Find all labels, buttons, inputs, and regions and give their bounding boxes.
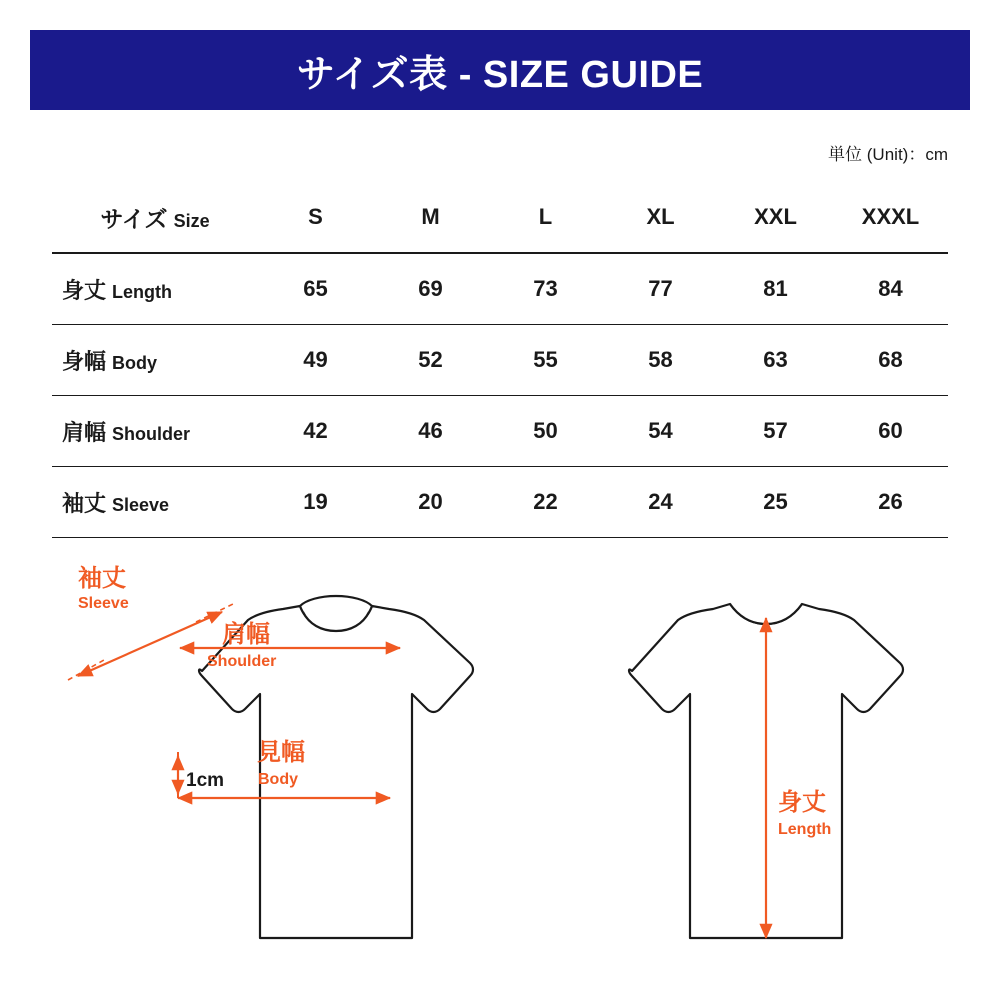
table-row <box>52 467 948 538</box>
column-header-xl: XL <box>603 182 718 253</box>
measurement-diagram <box>0 560 1000 1000</box>
cell-body-l: 55 <box>488 325 603 396</box>
column-header-l: L <box>488 182 603 253</box>
sleeve-label-jp: 袖丈 <box>78 565 126 592</box>
cell-body-xxxl: 68 <box>833 325 948 396</box>
cell-body-xl: 58 <box>603 325 718 396</box>
cell-length-s: 65 <box>258 253 373 325</box>
row-label-shoulder <box>52 396 258 467</box>
cell-body-xxl: 63 <box>718 325 833 396</box>
row-label-length-en: Length <box>112 281 173 302</box>
cell-sleeve-m: 20 <box>373 467 488 538</box>
row-label-sleeve <box>52 467 258 538</box>
cell-sleeve-xxxl: 26 <box>833 467 948 538</box>
header-banner <box>30 30 970 110</box>
cell-shoulder-xxxl: 60 <box>833 396 948 467</box>
cell-length-xl: 77 <box>603 253 718 325</box>
row-label-sleeve-jp: 袖丈 <box>62 490 107 516</box>
column-header-m: M <box>373 182 488 253</box>
cell-shoulder-xl: 54 <box>603 396 718 467</box>
row-label-body <box>52 325 258 396</box>
column-header-xxl: XXL <box>718 182 833 253</box>
unit-note: 単位 (Unit)：cm <box>828 145 948 164</box>
cell-sleeve-xxl: 25 <box>718 467 833 538</box>
cell-sleeve-s: 19 <box>258 467 373 538</box>
corner-label-en: Size <box>173 210 210 231</box>
cell-sleeve-l: 22 <box>488 467 603 538</box>
row-label-shoulder-jp: 肩幅 <box>62 419 107 445</box>
cell-body-m: 52 <box>373 325 488 396</box>
table-corner-label <box>52 182 258 253</box>
cell-shoulder-s: 42 <box>258 396 373 467</box>
table-row <box>52 396 948 467</box>
page-title: サイズ表 - SIZE GUIDE <box>296 53 704 96</box>
length-label-jp: 身丈 <box>778 789 826 816</box>
offset-measure-annotation <box>178 752 224 798</box>
sleeve-label-en: Sleeve <box>78 595 129 612</box>
cell-sleeve-xl: 24 <box>603 467 718 538</box>
cell-shoulder-xxl: 57 <box>718 396 833 467</box>
column-header-xxxl: XXXL <box>833 182 948 253</box>
row-label-body-jp: 身幅 <box>62 348 107 374</box>
cell-shoulder-m: 46 <box>373 396 488 467</box>
row-label-shoulder-en: Shoulder <box>112 423 191 444</box>
body-label-en: Body <box>258 771 298 788</box>
body-label-jp: 見幅 <box>257 739 305 766</box>
length-label-en: Length <box>778 821 832 838</box>
offset-label: 1cm <box>186 770 225 791</box>
row-label-body-en: Body <box>112 352 158 373</box>
size-table <box>52 182 948 538</box>
cell-length-l: 73 <box>488 253 603 325</box>
cell-body-s: 49 <box>258 325 373 396</box>
table-header-row <box>52 182 948 253</box>
row-label-sleeve-en: Sleeve <box>112 494 170 515</box>
row-label-length-jp: 身丈 <box>62 277 107 303</box>
cell-length-xxxl: 84 <box>833 253 948 325</box>
table-row <box>52 253 948 325</box>
shoulder-label-en: Shoulder <box>207 653 277 670</box>
cell-length-xxl: 81 <box>718 253 833 325</box>
table-row <box>52 325 948 396</box>
column-header-s: S <box>258 182 373 253</box>
corner-label-jp: サイズ <box>100 205 168 232</box>
cell-length-m: 69 <box>373 253 488 325</box>
row-label-length <box>52 253 258 325</box>
shoulder-label-jp: 肩幅 <box>222 621 270 648</box>
cell-shoulder-l: 50 <box>488 396 603 467</box>
